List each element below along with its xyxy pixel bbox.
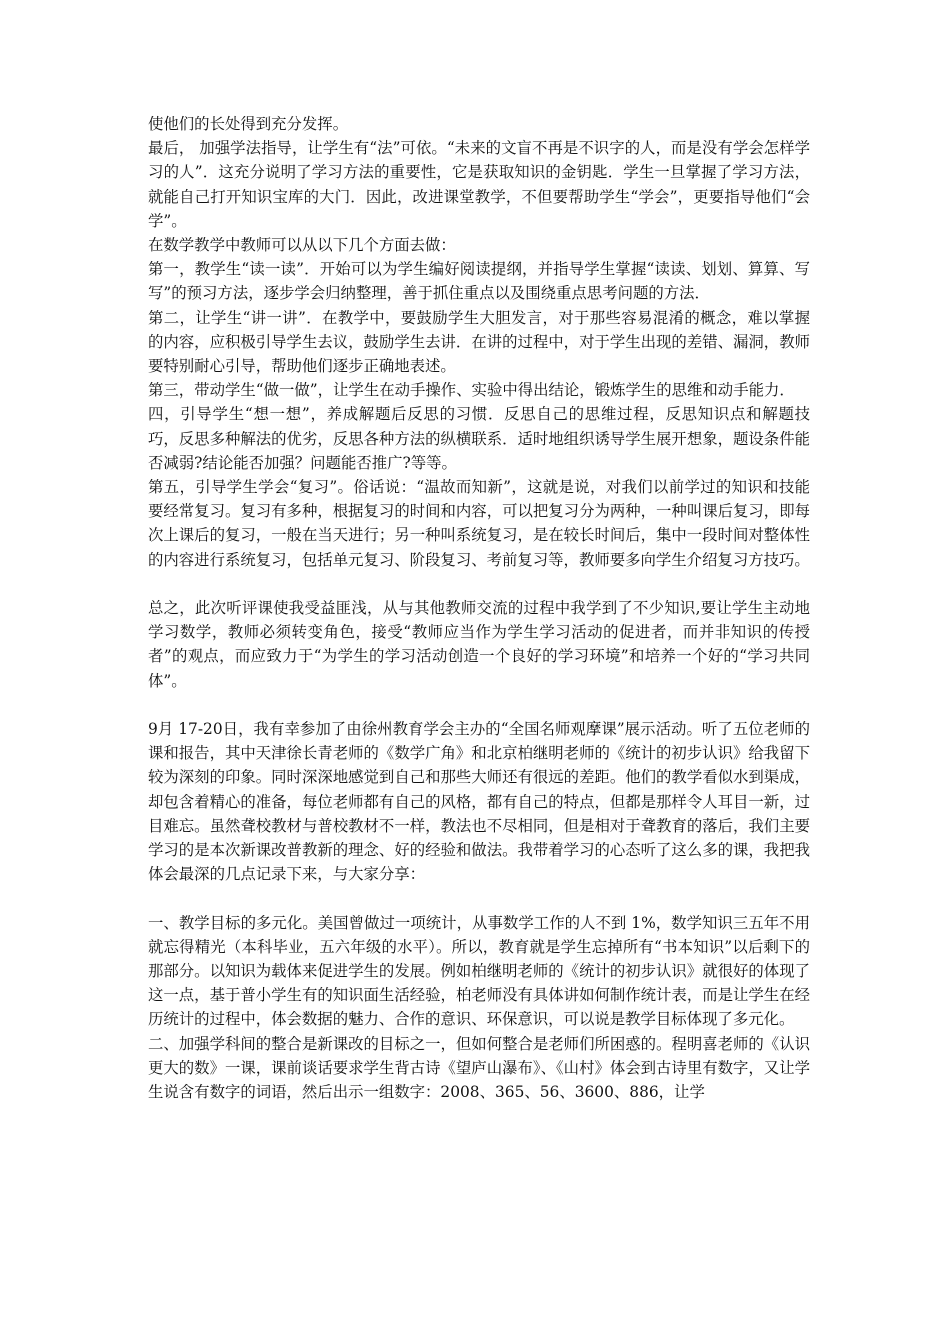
document-body <box>148 112 810 1104</box>
paragraph-7: 四，引导学生“想一想”，养成解题后反思的习惯．反思自己的思维过程，反思知识点和解题技巧，反思多种解法的优劣，反思各种方法的纵横联系．适时地组织诱导学生展开想象，题设条件能否减弱?结论能否加强？问题能否推广?等等。 <box>148 405 810 472</box>
paragraph-9: 总之，此次听评课使我受益匪浅，从与其他教师交流的过程中我学到了不少知识,要让学生主动地学习数学，教师必须转变角色，接受“教师应当作为学生学习活动的促进者，而并非知识的传授者”的观点，而应致力于“为学生的学习活动创造一个良好的学习环境”和培养一个好的“学习共同体”。 <box>148 599 810 690</box>
paragraph-8: 第五，引导学生学会“复习”。俗话说：“温故而知新”，这就是说，对我们以前学过的知识和技能要经常复习。复习有多种，根据复习的时间和内容，可以把复习分为两种，一种叫课后复习，即每次上课后的复习，一般在当天进行；另一种叫系统复习，是在较长时间后，集中一段时间对整体性的内容进行系统复习，包括单元复习、阶段复习、考前复习等，教师要多向学生介绍复习方技巧。 <box>148 478 810 569</box>
blank-line <box>148 693 810 717</box>
blank-line <box>148 886 810 910</box>
paragraph-4: 第一，教学生“读一读”．开始可以为学生编好阅读提纲，并指导学生掌握“读读、划划、算算、写写”的预习方法，逐步学会归纳整理，善于抓住重点以及围绕重点思考问题的方法． <box>148 260 810 303</box>
paragraph-10: 9月 17-20日，我有幸参加了由徐州教育学会主办的“全国名师观摩课”展示活动。听了五位老师的课和报告，其中天津徐长青老师的《数学广角》和北京柏继明老师的《统计的初步认识》给我留下较为深刻的印象。同时深深地感觉到自己和那些大师还有很远的差距。他们的教学看似水到渠成，却包含着精心的准备，每位老师都有自己的风格，都有自己的特点，但都是那样令人耳目一新，过目难忘。虽然聋校教材与普校教材不一样，教法也不尽相同，但是相对于聋教育的落后，我们主要学习的是本次新课改普教新的理念、好的经验和做法。我带着学习的心态听了这么多的课，我把我体会最深的几点记录下来，与大家分享： <box>148 720 810 884</box>
paragraph-5: 第二，让学生“讲一讲”．在教学中，要鼓励学生大胆发言，对于那些容易混淆的概念，难以掌握的内容，应积极引导学生去议，鼓励学生去讲．在讲的过程中，对于学生出现的差错、漏洞，教师要特别耐心引导，帮助他们逐步正确地表述。 <box>148 308 810 376</box>
paragraph-3: 在数学教学中教师可以从以下几个方面去做： <box>148 236 456 255</box>
paragraph-1: 使他们的长处得到充分发挥。 <box>148 115 349 133</box>
paragraph-11: 一、教学目标的多元化。美国曾做过一项统计，从事数学工作的人不到 1%，数学知识三五年不用就忘得精光（本科毕业，五六年级的水平）。所以，教育就是学生忘掉所有“书本知识”以后剩下的那部分。以知识为载体来促进学生的发展。例如柏继明老师的《统计的初步认识》就很好的体现了这一点，基于普小学生有的知识面生活经验，柏老师没有具体讲如何制作统计表，而是让学生在经历统计的过程中，体会数据的魅力、合作的意识、环保意识，可以说是教学目标体现了多元化。 <box>148 913 810 1029</box>
blank-line <box>148 572 810 596</box>
paragraph-6: 第三，带动学生“做一做”，让学生在动手操作、实验中得出结论，锻炼学生的思维和动手能力． <box>148 381 795 400</box>
paragraph-2: 最后， 加强学法指导，让学生有“法”可依。“未来的文盲不再是不识字的人，而是没有学会怎样学习的人”．这充分说明了学习方法的重要性，它是获取知识的金钥匙．学生一旦掌握了学习方法，就能自己打开知识宝库的大门．因此，改进课堂教学，不但要帮助学生“学会”，更要指导他们“会学”。 <box>148 139 810 230</box>
paragraph-12: 二、加强学科间的整合是新课改的目标之一，但如何整合是老师们所困惑的。程明喜老师的《认识更大的数》一课，课前谈话要求学生背古诗《望庐山瀑布》、《山村》体会到古诗里有数字，又让学生说含有数字的词语，然后出示一组数字：2008、365、56、3600、886，让学 <box>148 1034 810 1102</box>
